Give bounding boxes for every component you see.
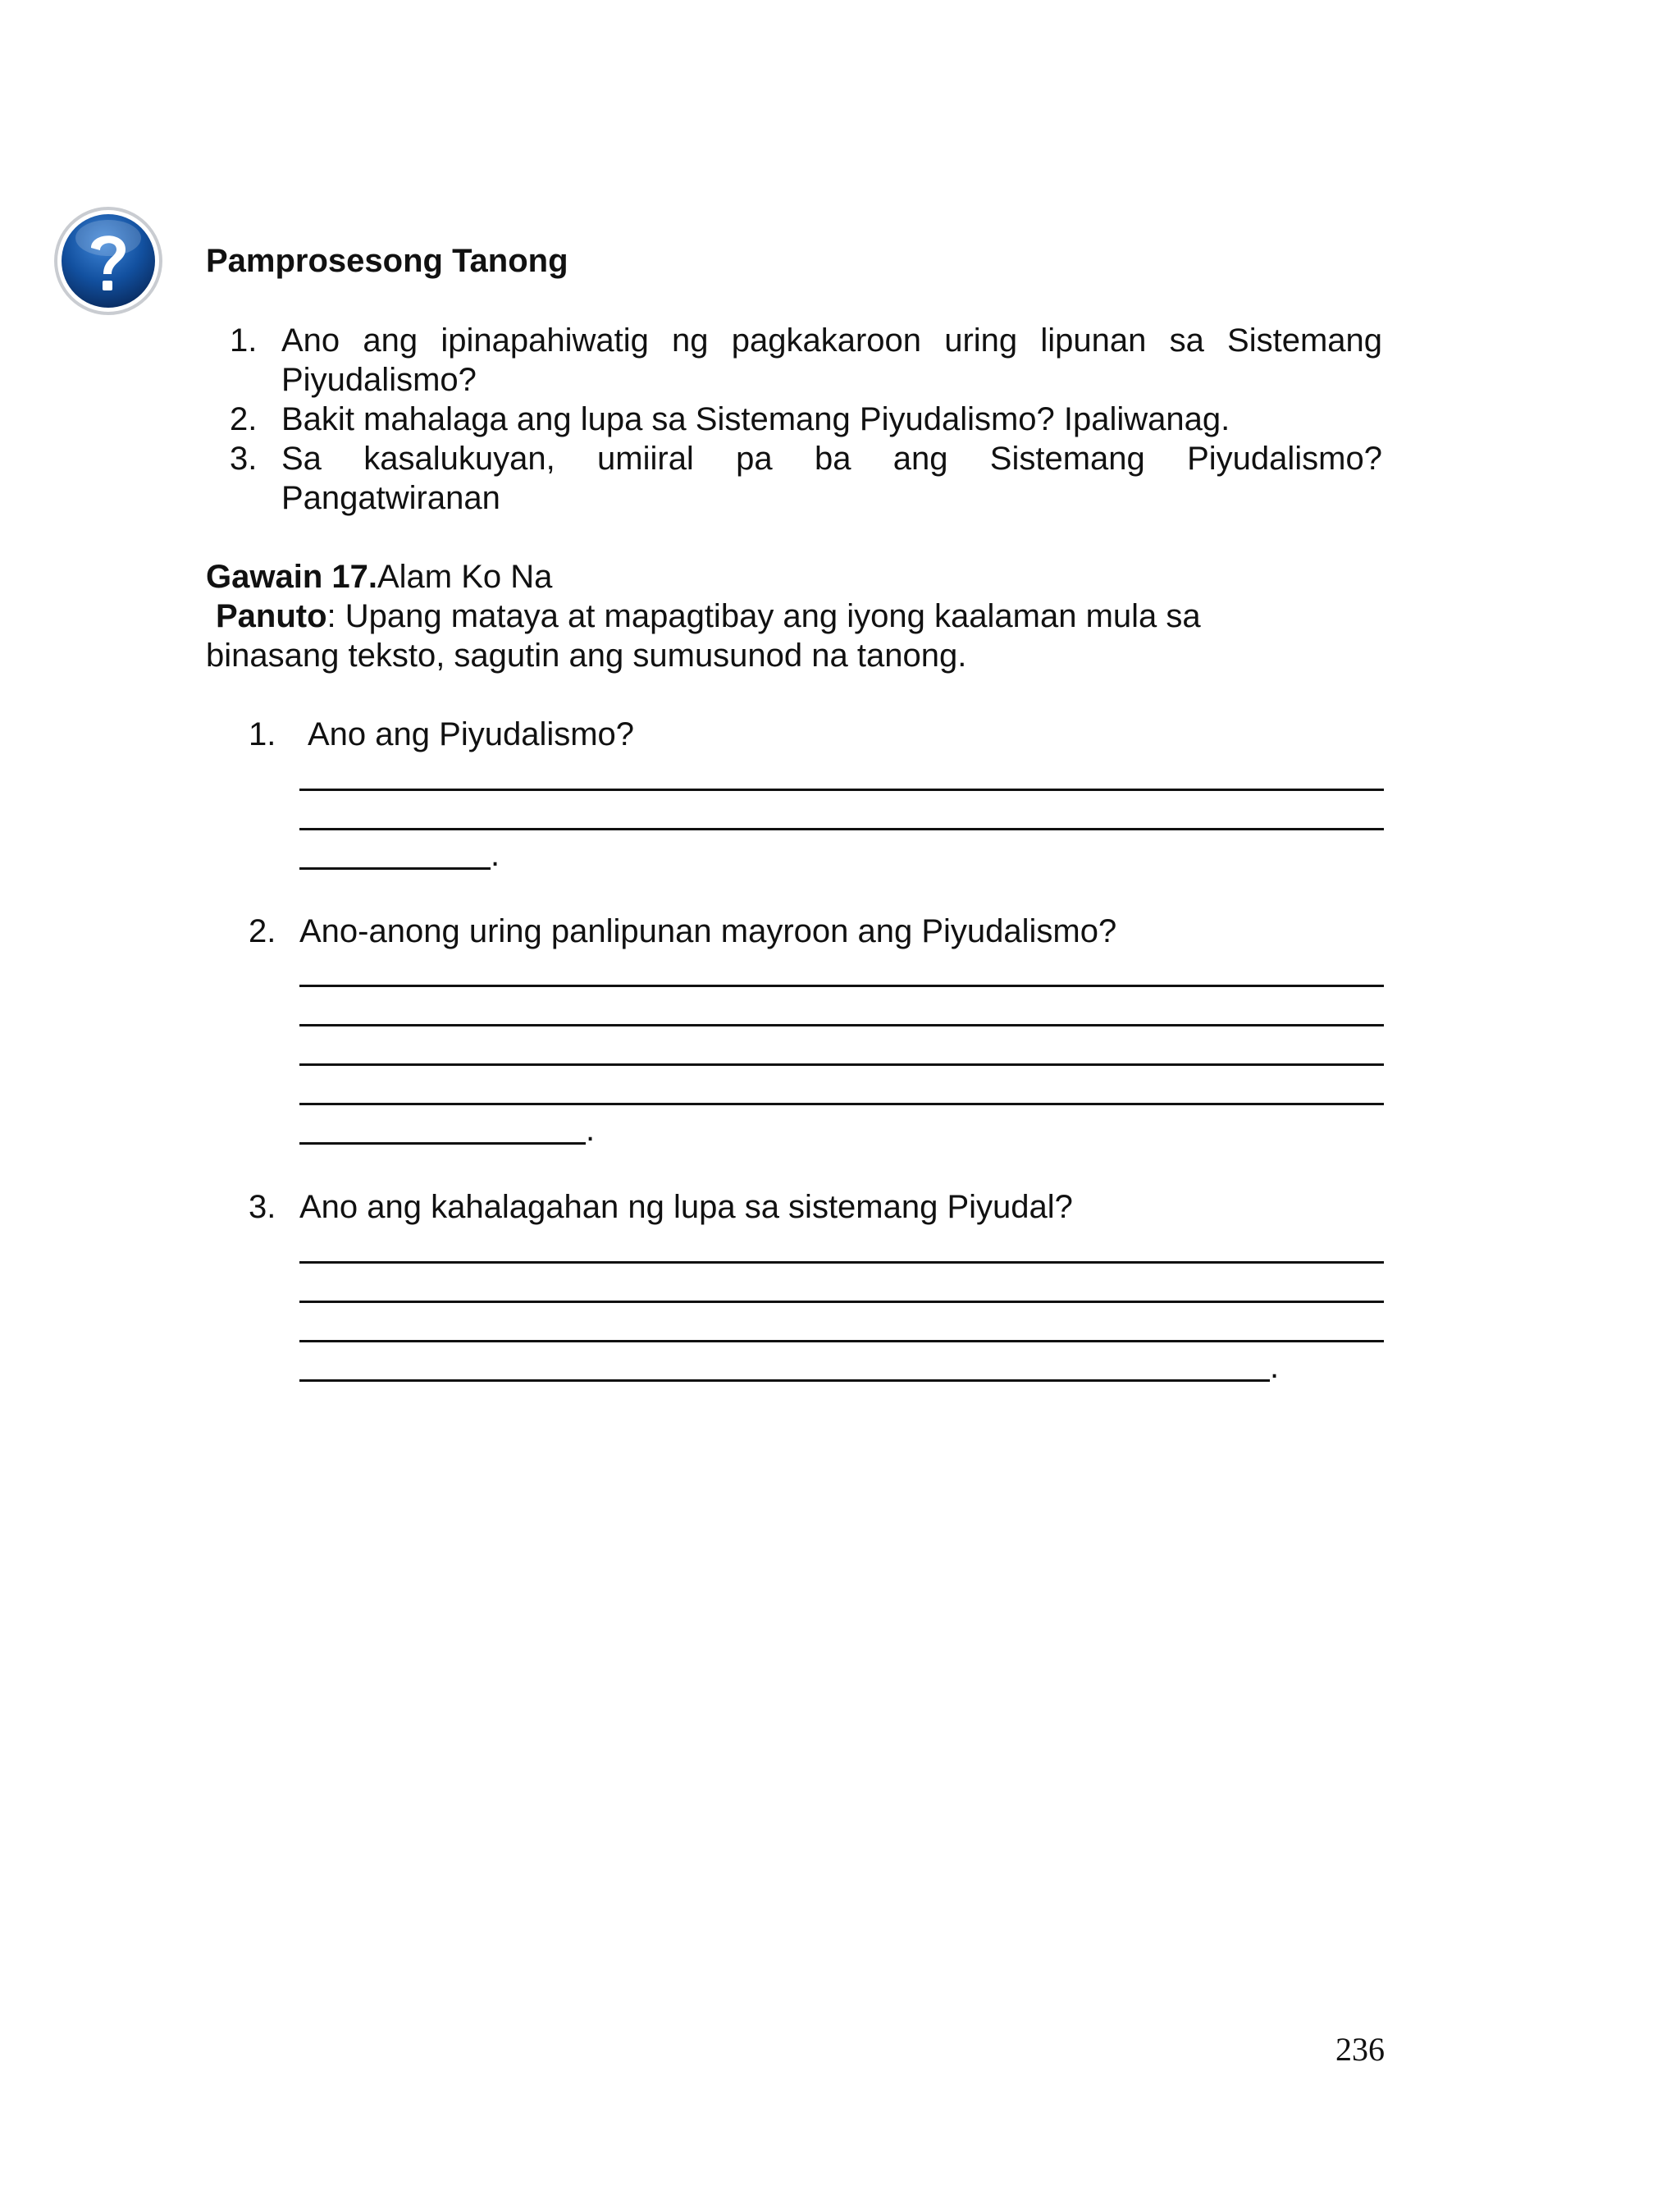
answer-line[interactable] — [299, 1103, 1384, 1105]
activity-heading — [206, 557, 552, 597]
question-text: Ano-anong uring panlipunan mayroon ang Piyudalismo? — [299, 913, 1117, 949]
answer-end-mark: . — [491, 837, 500, 873]
answer-line[interactable] — [299, 1301, 1384, 1303]
answer-line[interactable] — [299, 1379, 1270, 1382]
answer-line[interactable] — [299, 1340, 1384, 1342]
list-item-number: 3. — [230, 441, 258, 477]
section-title: Pamprosesong Tanong — [206, 243, 568, 279]
question-number: 3. — [249, 1189, 276, 1225]
question-mark-icon — [52, 205, 164, 317]
page-number: 236 — [1335, 2031, 1385, 2068]
instruction-label: Panuto — [216, 598, 327, 634]
list-item-number: 2. — [230, 401, 258, 437]
instruction-text: : Upang mataya at mapagtibay ang iyong kaalaman mula sa — [326, 598, 1201, 634]
list-item-text: Sa kasalukuyan, umiiral pa ba ang Sistemang Piyudalismo? — [281, 441, 1382, 477]
question-number: 2. — [249, 913, 276, 949]
answer-line[interactable] — [299, 1063, 1384, 1066]
activity-title: Alam Ko Na — [377, 559, 553, 595]
answer-line[interactable] — [299, 828, 1384, 830]
answer-line[interactable] — [299, 1261, 1384, 1264]
answer-end-mark: . — [1270, 1349, 1280, 1385]
list-item-text: Piyudalismo? — [281, 362, 477, 398]
answer-line[interactable] — [299, 1024, 1384, 1026]
activity-label: Gawain 17. — [206, 559, 377, 595]
answer-line[interactable] — [299, 789, 1384, 791]
answer-line[interactable] — [299, 1142, 586, 1145]
instruction-text-continued: binasang teksto, sagutin ang sumusunod na tanong. — [206, 638, 967, 674]
answer-end-mark: . — [586, 1112, 596, 1148]
instruction — [216, 597, 1201, 636]
question-text: Ano ang kahalagahan ng lupa sa sistemang Piyudal? — [299, 1189, 1073, 1225]
list-item-text: Pangatwiranan — [281, 480, 500, 516]
answer-line[interactable] — [299, 985, 1384, 987]
answer-line[interactable] — [299, 867, 491, 870]
list-item-text: Ano ang ipinapahiwatig ng pagkakaroon uring lipunan sa Sistemang — [281, 322, 1382, 359]
question-number: 1. — [249, 716, 276, 752]
question-text: Ano ang Piyudalismo? — [308, 716, 635, 752]
list-item-text: Bakit mahalaga ang lupa sa Sistemang Piyudalismo? Ipaliwanag. — [281, 401, 1230, 437]
list-item-number: 1. — [230, 322, 258, 359]
